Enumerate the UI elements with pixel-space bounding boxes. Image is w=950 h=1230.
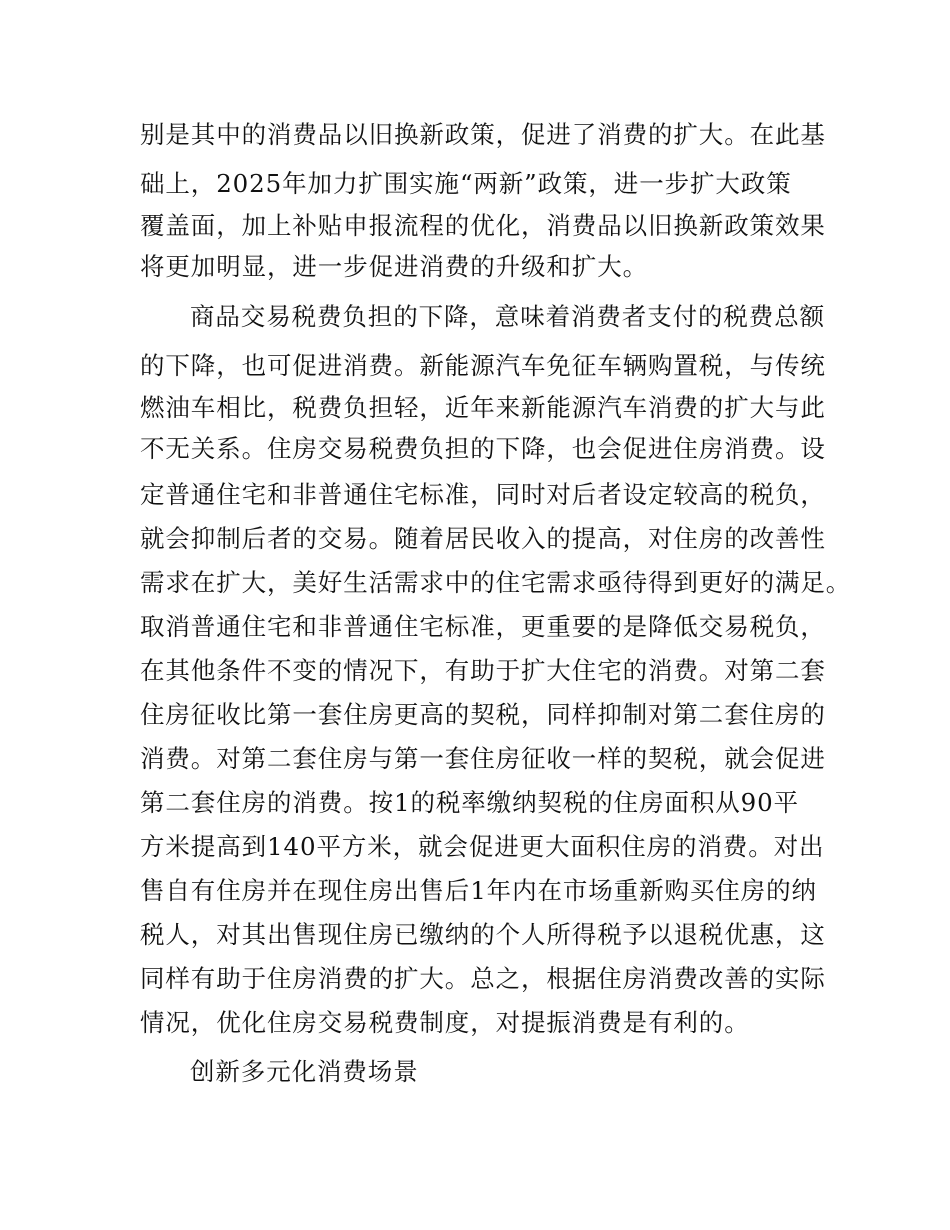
text-line: 需求在扩大，美好生活需求中的住宅需求亟待得到更好的满足。 xyxy=(140,568,852,597)
text-line: 在其他条件不变的情况下，有助于扩大住宅的消费。对第二套 xyxy=(140,656,826,685)
text-line: 将更加明显，进一步促进消费的升级和扩大。 xyxy=(140,252,648,281)
paragraph-first-line: 商品交易税费负担的下降，意味着消费者支付的税费总额 xyxy=(190,302,825,331)
text-line: 取消普通住宅和非普通住宅标准，更重要的是降低交易税负， xyxy=(140,612,826,641)
text-line: 消费。对第二套住房与第一套住房征收一样的契税，就会促进 xyxy=(140,744,826,773)
text-line: 住房征收比第一套住房更高的契税，同样抑制对第二套住房的 xyxy=(140,700,826,729)
text-line: 覆盖面，加上补贴申报流程的优化，消费品以旧换新政策效果 xyxy=(140,211,826,240)
text-line: 同样有助于住房消费的扩大。总之，根据住房消费改善的实际 xyxy=(140,964,826,993)
text-line: 础上，2025年加力扩围实施“两新”政策，进一步扩大政策 xyxy=(140,169,792,198)
text-line: 情况，优化住房交易税费制度，对提振消费是有利的。 xyxy=(140,1008,750,1037)
text-line: 的下降，也可促进消费。新能源汽车免征车辆购置税，与传统 xyxy=(140,351,826,380)
text-line: 燃油车相比，税费负担轻，近年来新能源汽车消费的扩大与此 xyxy=(140,393,826,422)
text-line: 第二套住房的消费。按1的税率缴纳契税的住房面积从90平 xyxy=(140,788,800,817)
text-line: 别是其中的消费品以旧换新政策，促进了消费的扩大。在此基 xyxy=(140,120,826,149)
text-line: 税人，对其出售现住房已缴纳的个人所得税予以退税优惠，这 xyxy=(140,920,826,949)
text-line: 方米提高到140平方米，就会促进更大面积住房的消费。对出 xyxy=(140,832,825,861)
text-line: 就会抑制后者的交易。随着居民收入的提高，对住房的改善性 xyxy=(140,524,826,553)
section-heading: 创新多元化消费场景 xyxy=(190,1057,419,1086)
text-line: 售自有住房并在现住房出售后1年内在市场重新购买住房的纳 xyxy=(140,876,817,905)
text-line: 定普通住宅和非普通住宅标准，同时对后者设定较高的税负， xyxy=(140,480,826,509)
text-line: 不无关系。住房交易税费负担的下降，也会促进住房消费。设 xyxy=(140,434,826,463)
